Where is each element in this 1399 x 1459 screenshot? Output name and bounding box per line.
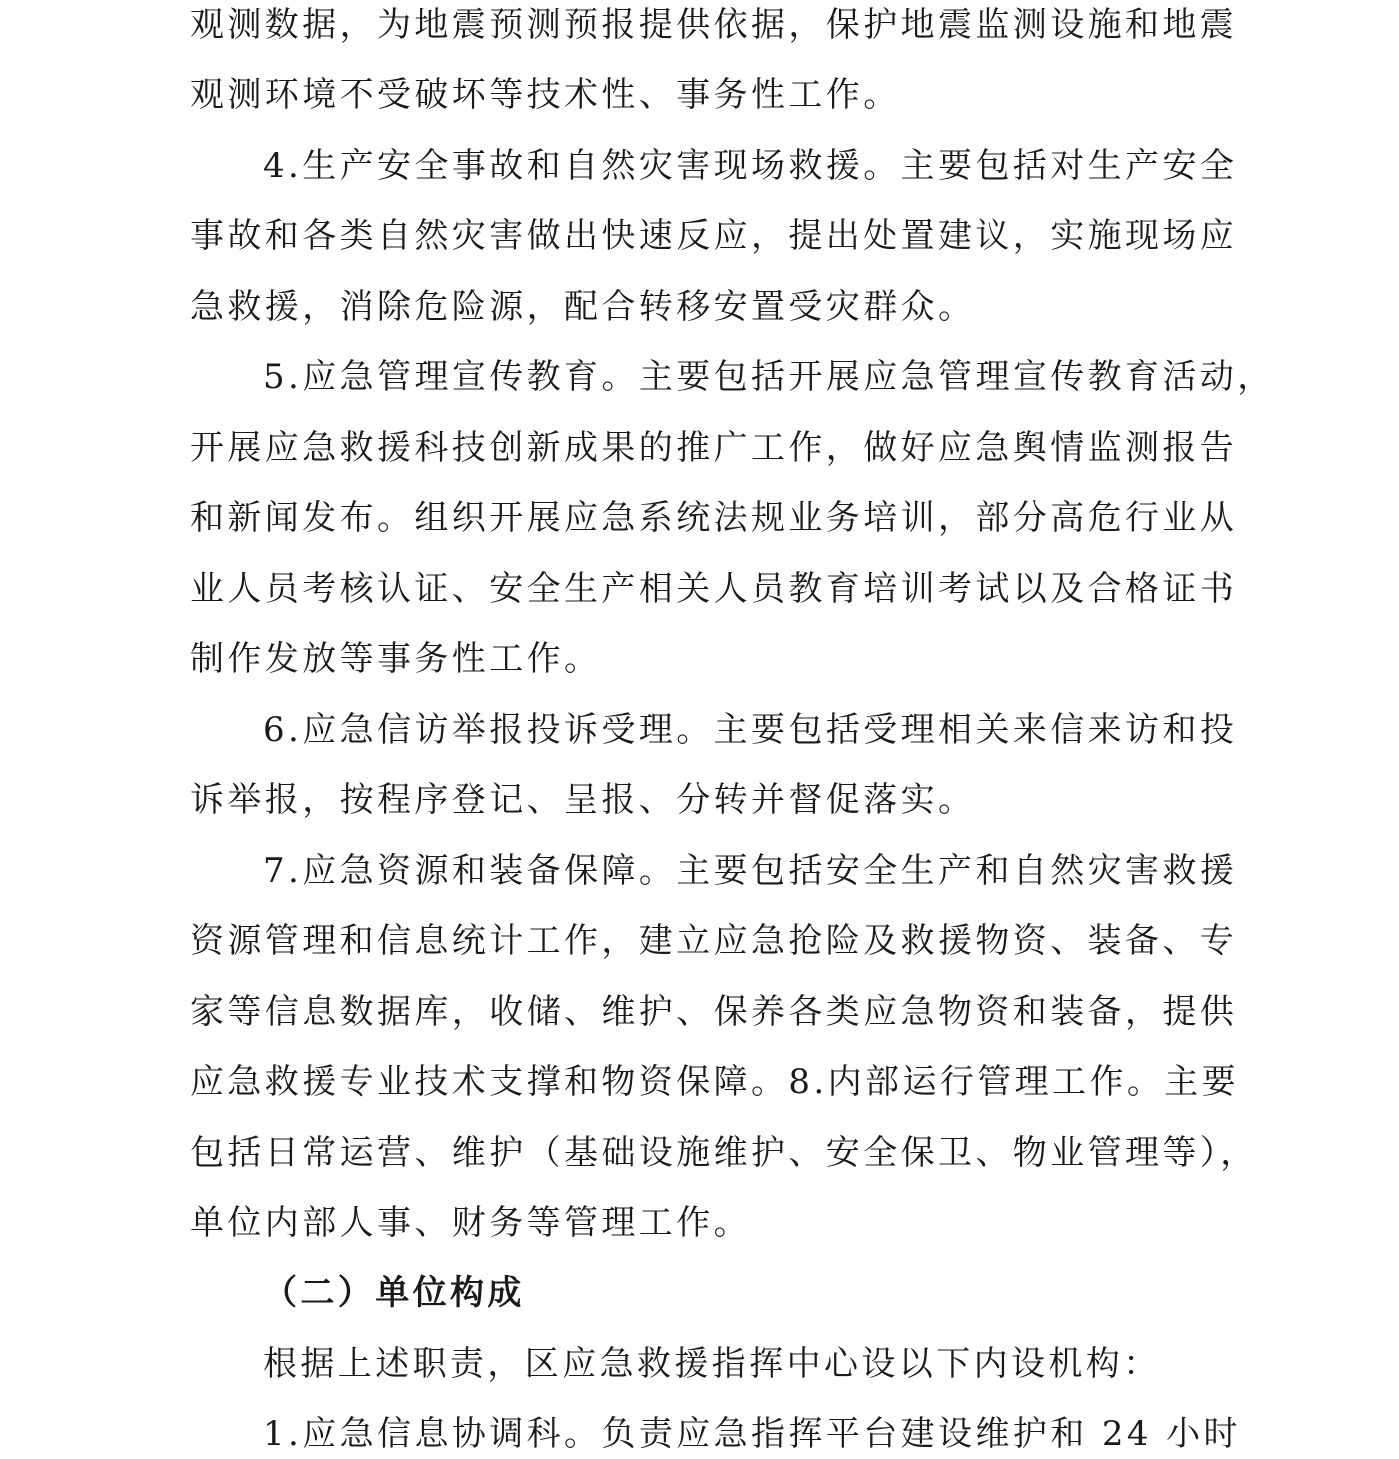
text-line: 家等信息数据库，收储、维护、保养各类应急物资和装备，提供 — [190, 992, 1238, 1032]
text-line: 开展应急救援科技创新成果的推广工作，做好应急舆情监测报告 — [190, 428, 1238, 468]
text-line: 制作发放等事务性工作。 — [190, 639, 602, 679]
text-line: 诉举报，按程序登记、呈报、分转并督促落实。 — [190, 780, 976, 820]
text-line: 事故和各类自然灾害做出快速反应，提出处置建议，实施现场应 — [190, 216, 1238, 256]
text-line: 和新闻发布。组织开展应急系统法规业务培训，部分高危行业从 — [190, 498, 1238, 538]
text-line: 急救援，消除危险源，配合转移安置受灾群众。 — [190, 287, 976, 327]
paragraph-start-line: 5.应急管理宣传教育。主要包括开展应急管理宣传教育活动， — [263, 357, 1275, 397]
text-line: 包括日常运营、维护（基础设施维护、安全保卫、物业管理等）， — [190, 1133, 1258, 1173]
text-line: 单位内部人事、财务等管理工作。 — [190, 1203, 751, 1243]
paragraph-start-line: 6.应急信访举报投诉受理。主要包括受理相关来信来访和投 — [263, 710, 1238, 750]
text-line: 业人员考核认证、安全生产相关人员教育培训考试以及合格证书 — [190, 569, 1238, 609]
paragraph-start-line: 4.生产安全事故和自然灾害现场救援。主要包括对生产安全 — [263, 146, 1238, 186]
paragraph-start-line: 7.应急资源和装备保障。主要包括安全生产和自然灾害救援 — [263, 851, 1238, 891]
section-heading: （二）单位构成 — [263, 1273, 525, 1313]
paragraph-start-line: 1.应急信息协调科。负责应急指挥平台建设维护和 24 小时 — [263, 1414, 1241, 1454]
text-line: 观测数据，为地震预测预报提供依据，保护地震监测设施和地震 — [190, 5, 1238, 45]
text-line: 应急救援专业技术支撑和物资保障。8.内部运行管理工作。主要 — [190, 1062, 1240, 1102]
paragraph-start-line: 根据上述职责，区应急救援指挥中心设以下内设机构： — [263, 1344, 1161, 1384]
text-line: 观测环境不受破坏等技术性、事务性工作。 — [190, 75, 901, 115]
text-line: 资源管理和信息统计工作，建立应急抢险及救援物资、装备、专 — [190, 921, 1238, 961]
